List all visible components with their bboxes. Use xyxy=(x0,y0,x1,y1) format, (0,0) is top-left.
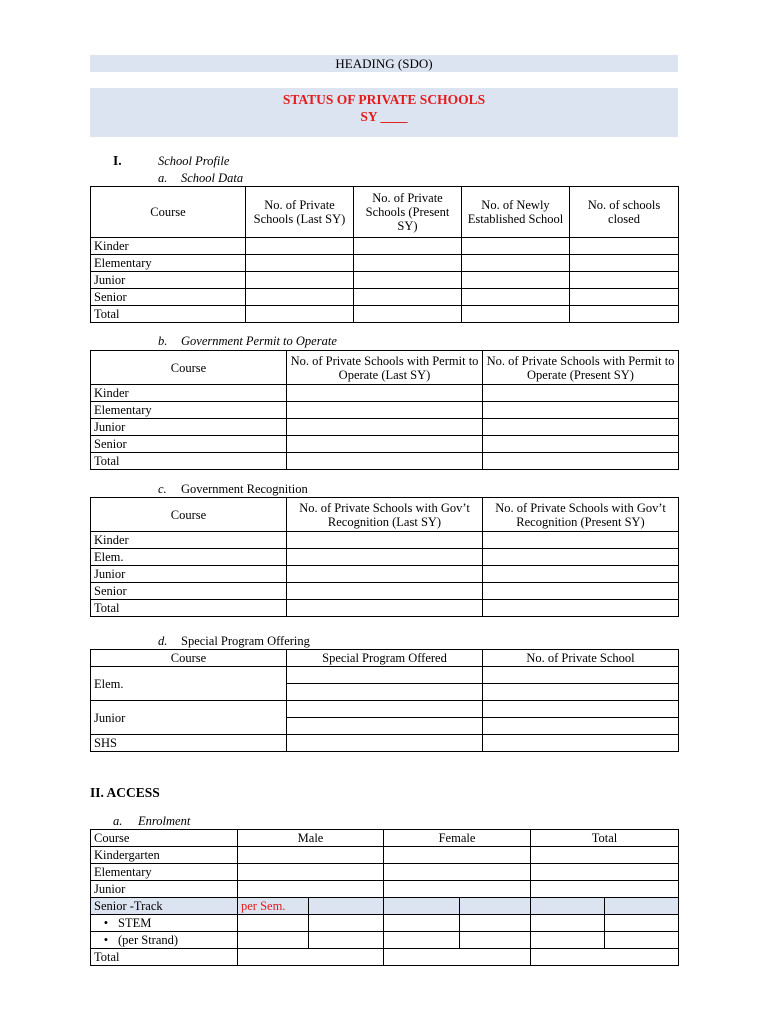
subsection-a-letter: a. xyxy=(158,171,168,185)
cell xyxy=(246,238,354,255)
header-female: Female xyxy=(384,830,531,847)
cell xyxy=(354,255,462,272)
cell xyxy=(287,718,483,735)
row-label: Total xyxy=(91,600,287,617)
cell xyxy=(605,915,679,932)
cell xyxy=(287,701,483,718)
cell xyxy=(354,238,462,255)
header-last-sy: No. of Private Schools (Last SY) xyxy=(246,187,354,238)
cell xyxy=(483,453,679,470)
cell xyxy=(483,667,679,684)
cell xyxy=(238,881,384,898)
cell xyxy=(384,847,531,864)
cell xyxy=(384,864,531,881)
row-label: Elementary xyxy=(91,255,246,272)
senior-track-label: Senior -Track xyxy=(91,898,238,915)
cell xyxy=(483,385,679,402)
cell xyxy=(483,600,679,617)
header-closed: No. of schools closed xyxy=(570,187,679,238)
row-label: Kinder xyxy=(91,385,287,402)
cell xyxy=(287,402,483,419)
subsection-c-label: Government Recognition xyxy=(181,482,308,496)
cell xyxy=(483,549,679,566)
row-label: Senior xyxy=(91,289,246,306)
cell xyxy=(531,915,605,932)
row-label: Junior xyxy=(91,419,287,436)
cell xyxy=(287,684,483,701)
subsection-2a-letter: a. xyxy=(113,814,123,828)
cell xyxy=(354,306,462,323)
header-special-program: Special Program Offered xyxy=(287,650,483,667)
cell xyxy=(238,949,384,966)
cell xyxy=(309,915,384,932)
header-course: Course xyxy=(91,830,238,847)
section-1-numeral: I. xyxy=(113,153,122,168)
header-permit-present-sy: No. of Private Schools with Permit to Operate (Present SY) xyxy=(483,351,679,385)
cell xyxy=(354,272,462,289)
cell xyxy=(287,600,483,617)
section-2-title: II. ACCESS xyxy=(90,785,160,800)
bullet-icon: • xyxy=(103,916,109,930)
header-present-sy: No. of Private Schools (Present SY) xyxy=(354,187,462,238)
cell xyxy=(287,436,483,453)
row-label: Elementary xyxy=(91,864,238,881)
permit-table xyxy=(90,350,679,470)
cell xyxy=(570,306,679,323)
subsection-b-label: Government Permit to Operate xyxy=(181,334,337,348)
cell xyxy=(483,402,679,419)
cell xyxy=(238,864,384,881)
subsection-d-letter: d. xyxy=(158,634,168,648)
cell xyxy=(460,898,531,915)
bullet-row-strand xyxy=(91,932,238,949)
cell xyxy=(483,419,679,436)
subsection-d-label: Special Program Offering xyxy=(181,634,310,648)
row-label: Junior xyxy=(91,566,287,583)
header-course: Course xyxy=(91,351,287,385)
cell xyxy=(246,272,354,289)
row-label: Elem. xyxy=(91,549,287,566)
subsection-c-letter: c. xyxy=(158,482,167,496)
recognition-table xyxy=(90,497,679,617)
header-course: Course xyxy=(91,187,246,238)
cell xyxy=(462,289,570,306)
row-label: Kinder xyxy=(91,238,246,255)
cell xyxy=(483,532,679,549)
subsection-2a-label: Enrolment xyxy=(138,814,191,828)
row-label: Elem. xyxy=(91,667,287,701)
row-label: Total xyxy=(91,949,238,966)
subsection-b-letter: b. xyxy=(158,334,168,348)
row-label: Junior xyxy=(91,701,287,735)
cell xyxy=(531,949,679,966)
header-recognition-last-sy: No. of Private Schools with Gov’t Recognition (Last SY) xyxy=(287,498,483,532)
document-heading: HEADING (SDO) xyxy=(90,55,678,72)
cell xyxy=(531,898,605,915)
cell xyxy=(462,272,570,289)
header-total: Total xyxy=(531,830,679,847)
cell xyxy=(287,667,483,684)
cell xyxy=(531,881,679,898)
cell xyxy=(462,238,570,255)
cell xyxy=(483,583,679,600)
cell xyxy=(246,289,354,306)
cell xyxy=(483,684,679,701)
special-program-table xyxy=(90,649,679,752)
cell xyxy=(570,238,679,255)
cell xyxy=(384,898,460,915)
row-label: Senior xyxy=(91,436,287,453)
cell xyxy=(287,566,483,583)
cell xyxy=(246,306,354,323)
cell xyxy=(287,735,483,752)
cell xyxy=(287,385,483,402)
cell xyxy=(483,701,679,718)
cell xyxy=(384,949,531,966)
cell xyxy=(287,583,483,600)
row-label: Junior xyxy=(91,881,238,898)
subsection-a-label: School Data xyxy=(181,171,244,185)
cell xyxy=(238,932,309,949)
row-label: Kinder xyxy=(91,532,287,549)
row-label: Senior xyxy=(91,583,287,600)
document-title xyxy=(90,88,678,137)
cell xyxy=(287,549,483,566)
cell xyxy=(483,566,679,583)
per-sem-label: per Sem. xyxy=(238,898,309,915)
cell xyxy=(460,932,531,949)
cell xyxy=(462,306,570,323)
cell xyxy=(309,932,384,949)
cell xyxy=(287,532,483,549)
row-label: Kindergarten xyxy=(91,847,238,864)
cell xyxy=(605,898,679,915)
cell xyxy=(384,932,460,949)
cell xyxy=(384,881,531,898)
row-label: Junior xyxy=(91,272,246,289)
row-label: Elementary xyxy=(91,402,287,419)
row-label: SHS xyxy=(91,735,287,752)
cell xyxy=(238,847,384,864)
cell xyxy=(287,453,483,470)
row-label: Total xyxy=(91,453,287,470)
cell xyxy=(483,735,679,752)
section-1-label: School Profile xyxy=(158,154,230,168)
bullet-icon: • xyxy=(103,933,109,947)
stem-label: STEM xyxy=(118,916,152,930)
cell xyxy=(309,898,384,915)
cell xyxy=(384,915,460,932)
cell xyxy=(483,436,679,453)
cell xyxy=(246,255,354,272)
cell xyxy=(570,272,679,289)
cell xyxy=(531,864,679,881)
cell xyxy=(570,289,679,306)
cell xyxy=(570,255,679,272)
header-course: Course xyxy=(91,498,287,532)
header-newly-established: No. of Newly Established School xyxy=(462,187,570,238)
school-data-table xyxy=(90,186,679,323)
cell xyxy=(531,932,605,949)
header-recognition-present-sy: No. of Private Schools with Gov’t Recognition (Present SY) xyxy=(483,498,679,532)
header-no-private-school: No. of Private School xyxy=(483,650,679,667)
enrolment-table xyxy=(90,829,679,966)
cell xyxy=(462,255,570,272)
row-label: Total xyxy=(91,306,246,323)
header-male: Male xyxy=(238,830,384,847)
header-course: Course xyxy=(91,650,287,667)
cell xyxy=(460,915,531,932)
bullet-row-stem xyxy=(91,915,238,932)
header-permit-last-sy: No. of Private Schools with Permit to Operate (Last SY) xyxy=(287,351,483,385)
cell xyxy=(531,847,679,864)
cell xyxy=(238,915,309,932)
cell xyxy=(483,718,679,735)
per-strand-label: (per Strand) xyxy=(118,933,179,947)
cell xyxy=(287,419,483,436)
cell xyxy=(605,932,679,949)
title-line-1: STATUS OF PRIVATE SCHOOLS xyxy=(282,92,486,107)
title-line-2: SY ____ xyxy=(360,109,408,124)
cell xyxy=(354,289,462,306)
